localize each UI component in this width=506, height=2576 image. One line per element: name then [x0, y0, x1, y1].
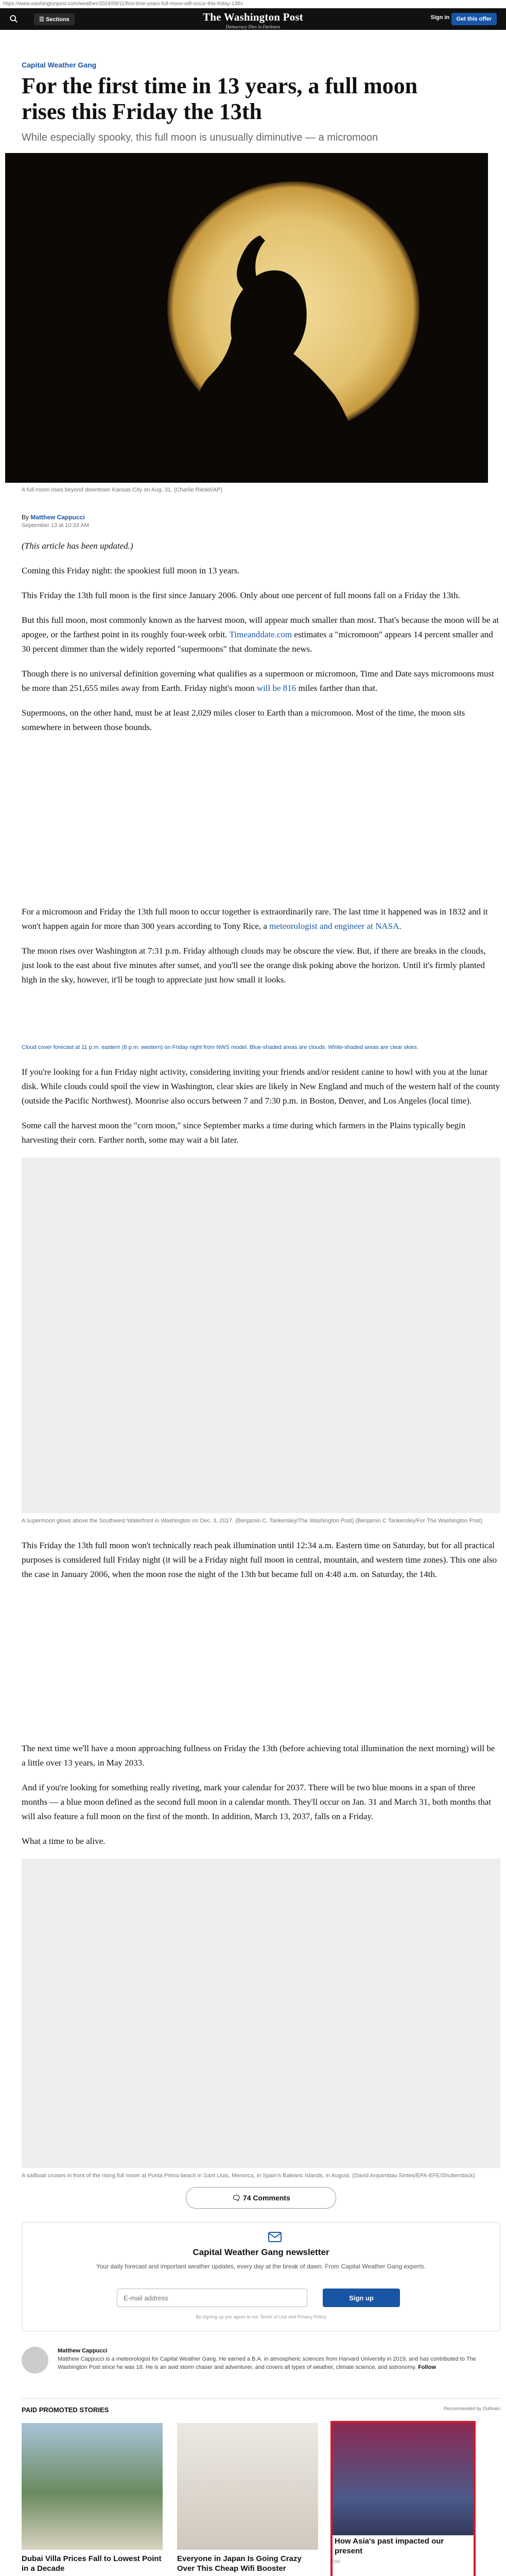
map-caption: Cloud cover forecast at 11 p.m. eastern (8 p.m. western) on Friday night from NWS model. Blue-shaded areas are clouds. White-shaded areas are clear skies.	[22, 1044, 418, 1050]
avatar	[22, 2347, 48, 2374]
paragraph: For a micromoon and Friday the 13th full moon to occur together is extraordinarily rare. The last time it happened was in 1832 and it won't happen again for more than 300 years according to Tony Rice, a meteorologist and engineer at NASA.	[22, 907, 488, 931]
supermoon-photo	[22, 1158, 500, 1513]
get-offer-button[interactable]: Get this offer	[451, 13, 497, 25]
paragraph: What a time to be alive.	[22, 1836, 106, 1846]
nasa-link[interactable]: meteorologist and engineer at NASA	[269, 921, 399, 931]
newsletter-signup-button[interactable]: Sign up	[323, 2289, 400, 2307]
publish-date: September 13 at 10:33 AM	[22, 522, 89, 529]
comment-icon: 🗨	[232, 2194, 241, 2202]
promoted-grid	[22, 2423, 500, 2576]
distance-link[interactable]: will be 816	[256, 683, 296, 693]
moon-silhouette-illustration	[5, 153, 488, 483]
newsletter-description: Your daily forecast and important weather updates, every day at the break of dawn. From Capital Weather Gang experts.	[96, 2263, 426, 2270]
author-link[interactable]: Matthew Cappucci	[30, 514, 85, 521]
site-header	[0, 8, 506, 30]
menu-icon: ☰	[39, 16, 44, 23]
photo-caption: A supermoon glows above the Southwest Waterfront in Washington on Dec. 3, 2017. (Benjamin C. Tankersley/The Washington Post) (Benjamin C Tankersley/For The Washington Post)	[22, 1518, 483, 1524]
wapo-logo[interactable]: The Washington Post	[203, 11, 303, 23]
map-image-placeholder	[22, 997, 500, 1044]
paragraph: But this full moon, most commonly known as the harvest moon, will appear much smaller than most. That's because the moon will be at apogee, or the farthest point in its roughly four-week orbit. Timeanddate.com estimates a "micromoon" appears 14 percent smaller and 30 percent dimmer than the widely reported "supermoons" that dominate the news.	[22, 615, 499, 654]
envelope-icon	[268, 2232, 282, 2242]
promoted-image	[333, 2423, 474, 2550]
headline: For the first time in 13 years, a full moon rises this Friday the 13th	[22, 73, 418, 124]
promoted-stories	[22, 2398, 500, 2576]
newsletter-title: Capital Weather Gang newsletter	[193, 2247, 329, 2257]
paragraph: Some call the harvest moon the "corn moon," since September marks a time during which farmers in the Plains typically begin harvesting their corn. Farther north, some may wait a bit later.	[22, 1121, 466, 1145]
newsletter-terms: By signing up you agree to our Terms of Use and Privacy Policy	[196, 2314, 326, 2319]
subheadline: While especially spooky, this full moon is unusually diminutive — a micromoon	[22, 132, 378, 143]
address-bar[interactable]: https://www.washingtonpost.com/weather/2024/09/11/first-time-years-full-moon-will-occur-this-friday-13th/	[0, 0, 506, 8]
paragraph: And if you're looking for something really riveting, mark your calendar for 2037. There will be two blue moons in a span of three months — a blue moon defined as the second full moon in a calendar month. They'll occur on Jan. 31 and March 31, both months that will also feature a full moon on the first of the month. In addition, March 13, 2037, falls on a Friday.	[22, 1783, 492, 1821]
ad-slot	[22, 1592, 500, 1741]
author-bio-name[interactable]: Matthew Cappucci	[58, 2348, 108, 2354]
author-bio-text: Matthew Cappucci is a meteorologist for Capital Weather Gang. He earned a B.A. in atmospheric sciences from Harvard University in 2019, and has contributed to The Washington Post since he was 18. He is an avid storm chaser and adventurer, and covers all types of weather, climate science, and astronomy.	[58, 2356, 476, 2370]
article	[22, 61, 500, 2576]
comments-button[interactable]: 🗨 74 Comments	[186, 2187, 336, 2209]
paragraph: This Friday the 13th full moon is the first since January 2006. Only about one percent of full moons fall on a Friday the 13th.	[22, 590, 460, 600]
paragraph: The moon rises over Washington at 7:31 p.m. Friday although clouds may be obscure the view. But, if there are breaks in the clouds, just look to the east about five minutes after sunset, and you'll see the orange disk poking above the horizon. Until it's firmly planted high in the sky, however, it'll be tough to appreciate just how small it looks.	[22, 946, 486, 985]
ad-slot	[22, 745, 500, 905]
article-body	[22, 539, 500, 2180]
email-field[interactable]	[117, 2289, 307, 2307]
tagline: Democracy Dies in Darkness	[225, 24, 281, 29]
photo-caption: A sailboat cruises in front of the rising full moon at Punta Prima beach in Sant Lluis, Menorca, in Spain's Balearic Islands, in August. (David Arquimbau Sintes/EPA-EFE/Shutterstock)	[22, 2173, 475, 2179]
promoted-card[interactable]: Dubai Villa Prices Fall to Lowest Point in a Decade	[22, 2423, 163, 2576]
promoted-card[interactable]: Everyone in Japan Is Going Crazy Over This Cheap Wifi Booster	[177, 2423, 318, 2576]
update-note: (This article has been updated.)	[22, 541, 133, 551]
sign-in-link[interactable]: Sign in	[431, 14, 455, 21]
paragraph: This Friday the 13th full moon won't technically reach peak illumination until 12:34 a.m. Eastern time on Saturday, but for all practical purposes is considered full Friday night (it will be a Friday night full moon in central, mountain, and western time zones). This one also the case in January 2006, when the moon rose the night of the 13th but became full on 4:48 a.m. on Saturday, the 14th.	[22, 1540, 497, 1579]
promoted-image	[22, 2423, 163, 2550]
hero-caption: A full moon rises beyond downtown Kansas City on Aug. 31. (Charlie Riedel/AP)	[22, 487, 223, 493]
masthead[interactable]	[0, 11, 506, 29]
paragraph: Supermoons, on the other hand, must be at least 2,029 miles closer to Earth than a micromoon. Most of the time, the moon sits somewhere in between those bounds.	[22, 708, 465, 732]
timeanddate-link[interactable]: Timeanddate.com	[229, 630, 292, 639]
section-kicker[interactable]: Capital Weather Gang	[22, 61, 97, 69]
paragraph: The next time we'll have a moon approaching fullness on Friday the 13th (before achieving total illumination the next morning) will be a little over 13 years, in May 2033.	[22, 1743, 495, 1768]
sections-label: Sections	[45, 16, 69, 23]
paragraph: Coming this Friday night: the spookiest full moon in 13 years.	[22, 566, 240, 575]
byline: By Matthew Cappucci September 13 at 10:33 AM	[22, 514, 500, 529]
sailboat-photo	[22, 1859, 500, 2168]
outbrain-label[interactable]: Recommended by Outbrain	[443, 2406, 500, 2411]
hero-image	[5, 153, 488, 483]
promoted-title: PAID PROMOTED STORIES	[22, 2406, 109, 2414]
author-bio	[22, 2347, 500, 2374]
promoted-card[interactable]: How Asia's past impacted our present DW	[333, 2423, 474, 2576]
follow-button[interactable]: Follow	[418, 2364, 436, 2370]
paragraph: Though there is no universal definition governing what qualifies as a supermoon or micromoon, Time and Date says micromoons must be more than 251,655 miles away from Earth. Friday night's moon will be 816 miles farther than that.	[22, 669, 494, 693]
newsletter-signup	[22, 2222, 500, 2331]
paragraph: If you're looking for a fun Friday night activity, considering inviting your friends and/or resident canine to howl with you at the lunar disk. While clouds could spoil the view in Washington, clear skies are likely in New England and much of the western half of the county (outside the Pacific Northwest). Moonrise also occurs between 7 and 7:30 p.m. in Boston, Denver, and Los Angeles (local time).	[22, 1067, 500, 1106]
promoted-image	[177, 2423, 318, 2550]
